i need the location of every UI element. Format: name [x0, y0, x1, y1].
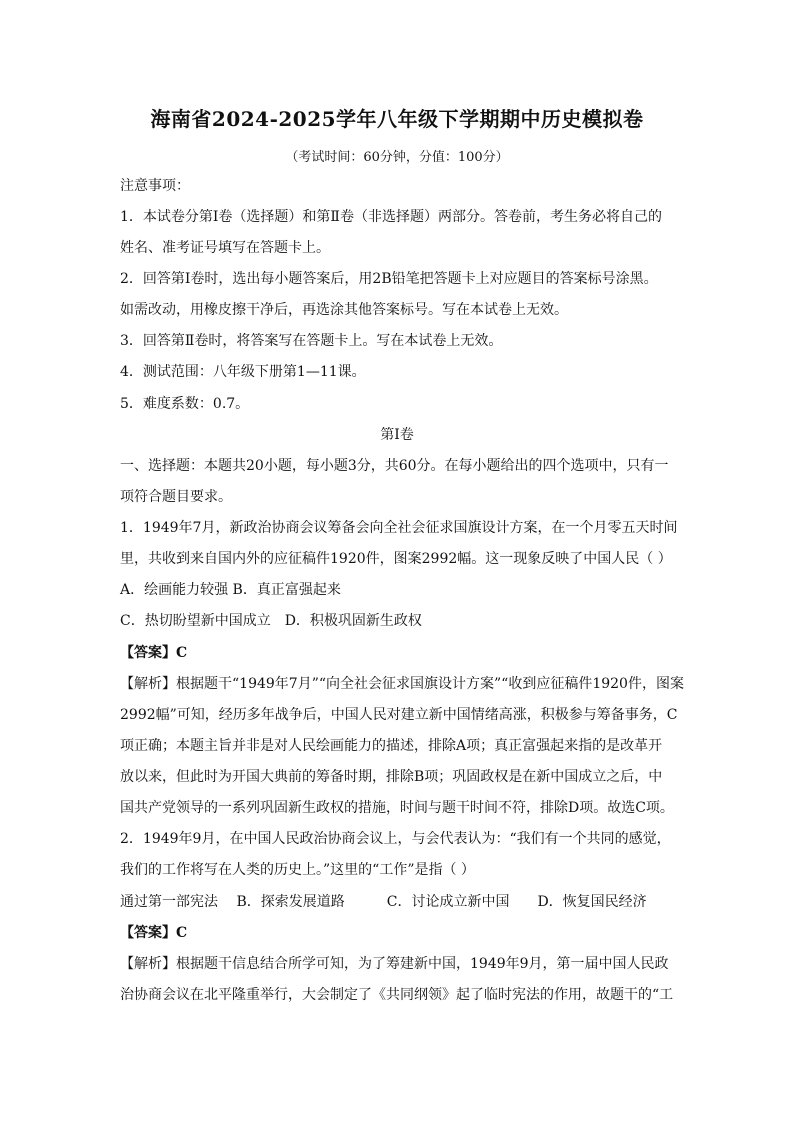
exam-info: （考试时间：60分钟，分值：100分） — [285, 150, 509, 165]
question-2-answer: 【答案】C — [120, 925, 188, 941]
note-line: 1．本试卷分第Ⅰ卷（选择题）和第Ⅱ卷（非选择题）两部分。答卷前，考生务必将自己的 — [120, 209, 662, 225]
question-2-stem: 我们的工作将写在人类的历史上。”这里的“工作”是指（ ） — [120, 862, 475, 878]
question-2-analysis: 【解析】根据题干信息结合所学可知，为了筹建新中国，1949年9月，第一届中国人民政 — [120, 956, 669, 972]
question-1-analysis: 放以来，但此时为开国大典前的筹备时期，排除B项；巩固政权是在新中国成立之后，中 — [120, 769, 663, 785]
question-1-stem: 1．1949年7月，新政治协商会议筹备会向全社会征求国旗设计方案，在一个月零五天时间 — [120, 520, 678, 536]
question-1-stem: 里，共收到来自国内外的应征稿件1920件，图案2992幅。这一现象反映了中国人民（ ） — [120, 551, 672, 567]
question-1-analysis: 2992幅”可知，经历多年战争后，中国人民对建立新中国情绪高涨，积极参与筹备事务，C — [120, 707, 678, 723]
note-line: 5．难度系数：0.7。 — [120, 396, 250, 412]
note-line: 3．回答第Ⅱ卷时，将答案写在答题卡上。写在本试卷上无效。 — [120, 333, 503, 349]
question-2-analysis: 治协商会议在北平隆重举行，大会制定了《共同纲领》起了临时宪法的作用，故题干的“工 — [120, 987, 674, 1003]
note-line: 2．回答第Ⅰ卷时，选出每小题答案后，用2B铅笔把答题卡上对应题目的答案标号涂黑。 — [120, 271, 658, 287]
question-1-options: C．热切盼望新中国成立 D．积极巩固新生政权 — [120, 613, 422, 629]
note-line: 如需改动，用橡皮擦干净后，再选涂其他答案标号。写在本试卷上无效。 — [120, 302, 568, 318]
question-2-stem: 2．1949年9月，在中国人民政治协商会议上，与会代表认为：“我们有一个共同的感觉， — [120, 831, 671, 847]
note-line: 4．测试范围：八年级下册第1—11课。 — [120, 364, 366, 380]
section-title: 第Ⅰ卷 — [380, 427, 414, 443]
question-1-analysis: 国共产党领导的一系列巩固新生政权的措施，时间与题干时间不符，排除D项。故选C项。 — [120, 800, 674, 816]
question-1-options: A．绘画能力较强 B．真正富强起来 — [120, 582, 341, 598]
question-1-answer: 【答案】C — [120, 645, 188, 661]
notes-heading: 注意事项： — [120, 178, 190, 194]
question-1-analysis: 项正确；本题主旨并非是对人民绘画能力的描述，排除A项；真正富强起来指的是改革开 — [120, 738, 663, 754]
part-intro: 项符合题目要求。 — [120, 489, 232, 505]
question-2-options: 通过第一部宪法 B．探索发展道路 C．讨论成立新中国 D．恢复国民经济 — [120, 894, 647, 910]
note-line: 姓名、准考证号填写在答题卡上。 — [120, 240, 330, 256]
part-intro: 一、选择题：本题共20小题，每小题3分，共60分。在每小题给出的四个选项中，只有一 — [120, 458, 669, 474]
page-title: 海南省2024-2025学年八年级下学期期中历史模拟卷 — [150, 107, 644, 131]
question-1-analysis: 【解析】根据题干“1949年7月”“向全社会征求国旗设计方案”“收到应征稿件1920件，图案 — [120, 676, 684, 692]
